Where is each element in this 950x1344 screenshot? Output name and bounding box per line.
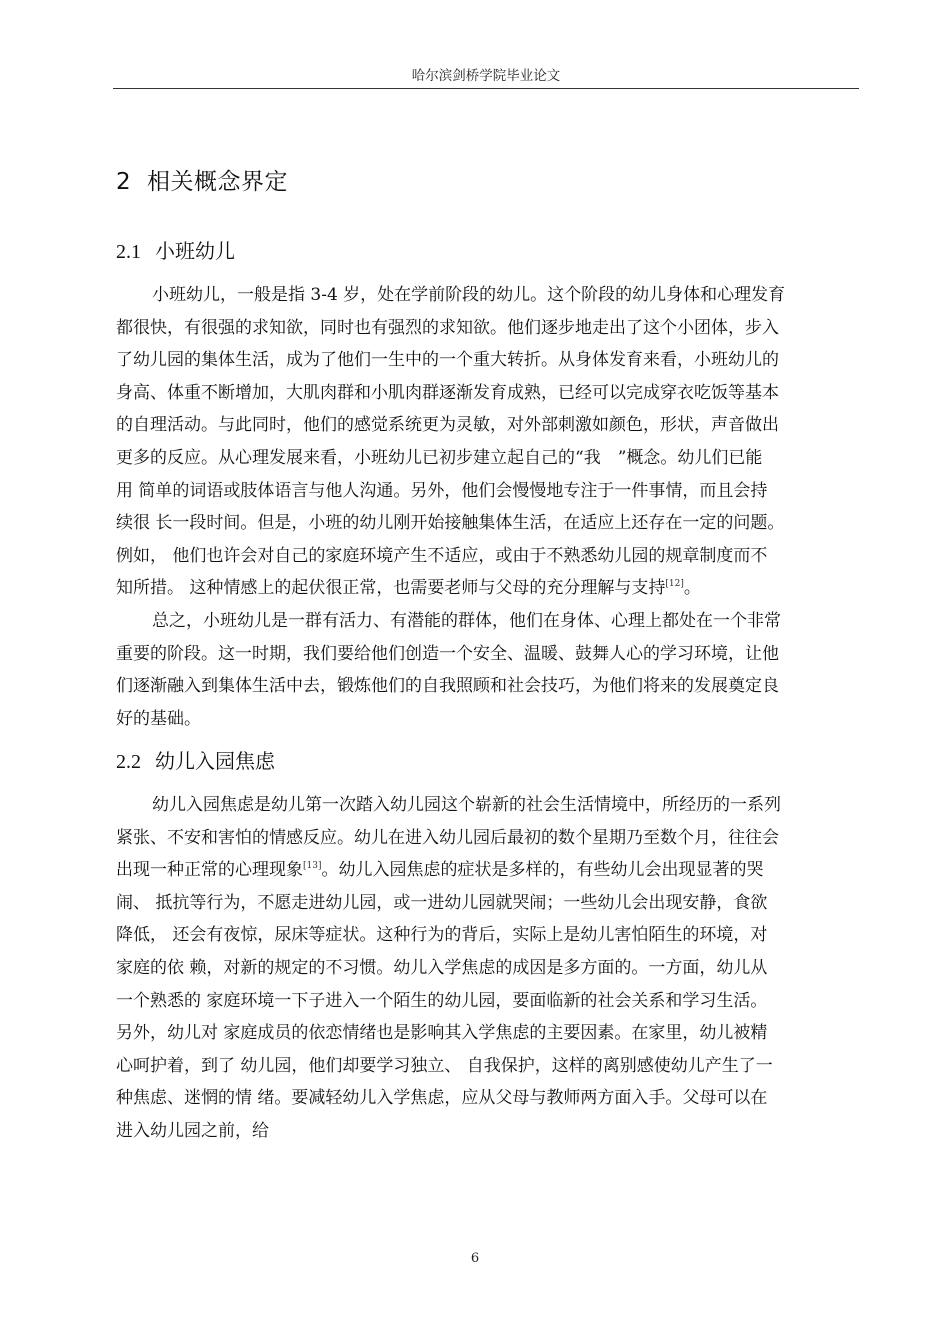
text-line: 更多的反应。从心理发展来看，小班幼儿已初步建立起自己的“我 ”概念。幼儿们已能 [116,447,763,468]
text-line: 们逐渐融入到集体生活中去，锻炼他们的自我照顾和社会技巧，为他们将来的发展奠定良 [116,676,779,697]
text-line: 种焦虑、迷惘的情 绪。要减轻幼儿入学焦虑，应从父母与教师两方面入手。父母可以在 [116,1088,768,1109]
text-line: 一个熟悉的 家庭环境一下子进入一个陌生的幼儿园，要面临新的社会关系和学习生活。 [116,990,768,1011]
text-line: 闹、 抵抗等行为，不愿走进幼儿园，或一进幼儿园就哭闹；一些幼儿会出现安静，食欲 [116,892,768,913]
header-rule [113,88,859,89]
text-line: 紧张、不安和害怕的情感反应。幼儿在进入幼儿园后最初的数个星期乃至数个月，往往会 [116,827,779,848]
text-line: 了幼儿园的集体生活，成为了他们一生中的一个重大转折。从身体发育来看，小班幼儿的 [116,350,779,371]
paragraph-entry-anxiety [116,789,864,1148]
paragraph-small-class-2 [116,605,864,735]
text-line: 家庭的依 赖，对新的规定的不习惯。幼儿入学焦虑的成因是多方面的。一方面，幼儿从 [116,957,768,978]
chapter-title: 相关概念界定 [146,169,288,195]
text-run: 知所措。 这种情感上的起伏很正常，也需要老师与父母的充分理解与支持 [116,578,666,599]
text-line: 续很 长一段时间。但是，小班的幼儿刚开始接触集体生活，在适应上还存在一定的问题。 [116,513,785,534]
text-line: 重要的阶段。这一时期，我们要给他们创造一个安全、温暖、鼓舞人心的学习环境，让他 [116,643,779,664]
text-run: 。 [683,578,701,599]
text-line: 用 简单的词语或肢体语言与他人沟通。另外，他们会慢慢地专注于一件事情，而且会持 [116,480,768,501]
text-line: 好的基础。 [116,708,201,729]
section-number: 2.2 [116,751,141,773]
text-line: 降低， 还会有夜惊，尿床等症状。这种行为的背后，实际上是幼儿害怕陌生的环境，对 [116,925,768,946]
text-run: 出现一种正常的心理现象 [116,860,303,881]
text-line: 小班幼儿，一般是指 3-4 岁，处在学前阶段的幼儿。这个阶段的幼儿身体和心理发育 [152,285,786,305]
citation: [12] [665,579,684,590]
text-line: 幼儿入园焦虑是幼儿第一次踏入幼儿园这个崭新的社会生活情境中，所经历的一系列 [152,795,781,815]
running-header: 哈尔滨剑桥学院毕业论文 [411,68,561,84]
text-line: 的自理活动。与此同时，他们的感觉系统更为灵敏，对外部刺激如颜色，形状，声音做出 [116,415,779,436]
text-line: 总之，小班幼儿是一群有活力、有潜能的群体，他们在身体、心理上都处在一个非常 [152,611,781,631]
text-line [116,572,864,605]
text-line: 另外，幼儿对 家庭成员的依恋情绪也是影响其入学焦虑的主要因素。在家里，幼儿被精 [116,1023,768,1044]
text-line: 身高、体重不断增加，大肌肉群和小肌肉群逐渐发育成熟，已经可以完成穿衣吃饭等基本 [116,382,779,403]
section-title: 幼儿入园焦虑 [155,749,275,773]
text-line: 例如， 他们也许会对自己的家庭环境产生不适应，或由于不熟悉幼儿园的规章制度而不 [116,545,768,566]
text-line [116,854,864,887]
section-heading-2-2 [116,745,275,774]
text-line: 进入幼儿园之前，给 [116,1120,269,1141]
text-run: 。幼儿入园焦虑的症状是多样的，有些幼儿会出现显著的哭 [321,860,764,881]
text-line: 心呵护着，到了 幼儿园，他们却要学习独立、 自我保护，这样的离别感使幼儿产生了一 [116,1055,773,1076]
section-number: 2.1 [116,241,141,263]
page-number: 6 [470,1251,480,1266]
citation: [13] [303,861,322,872]
section-title: 小班幼儿 [155,239,235,263]
section-heading-2-1 [116,235,235,264]
chapter-heading [116,163,288,196]
paragraph-small-class-1 [116,279,864,605]
chapter-number: 2 [116,169,132,195]
text-line: 都很快，有很强的求知欲，同时也有强烈的求知欲。他们逐步地走出了这个小团体，步入 [116,317,779,338]
